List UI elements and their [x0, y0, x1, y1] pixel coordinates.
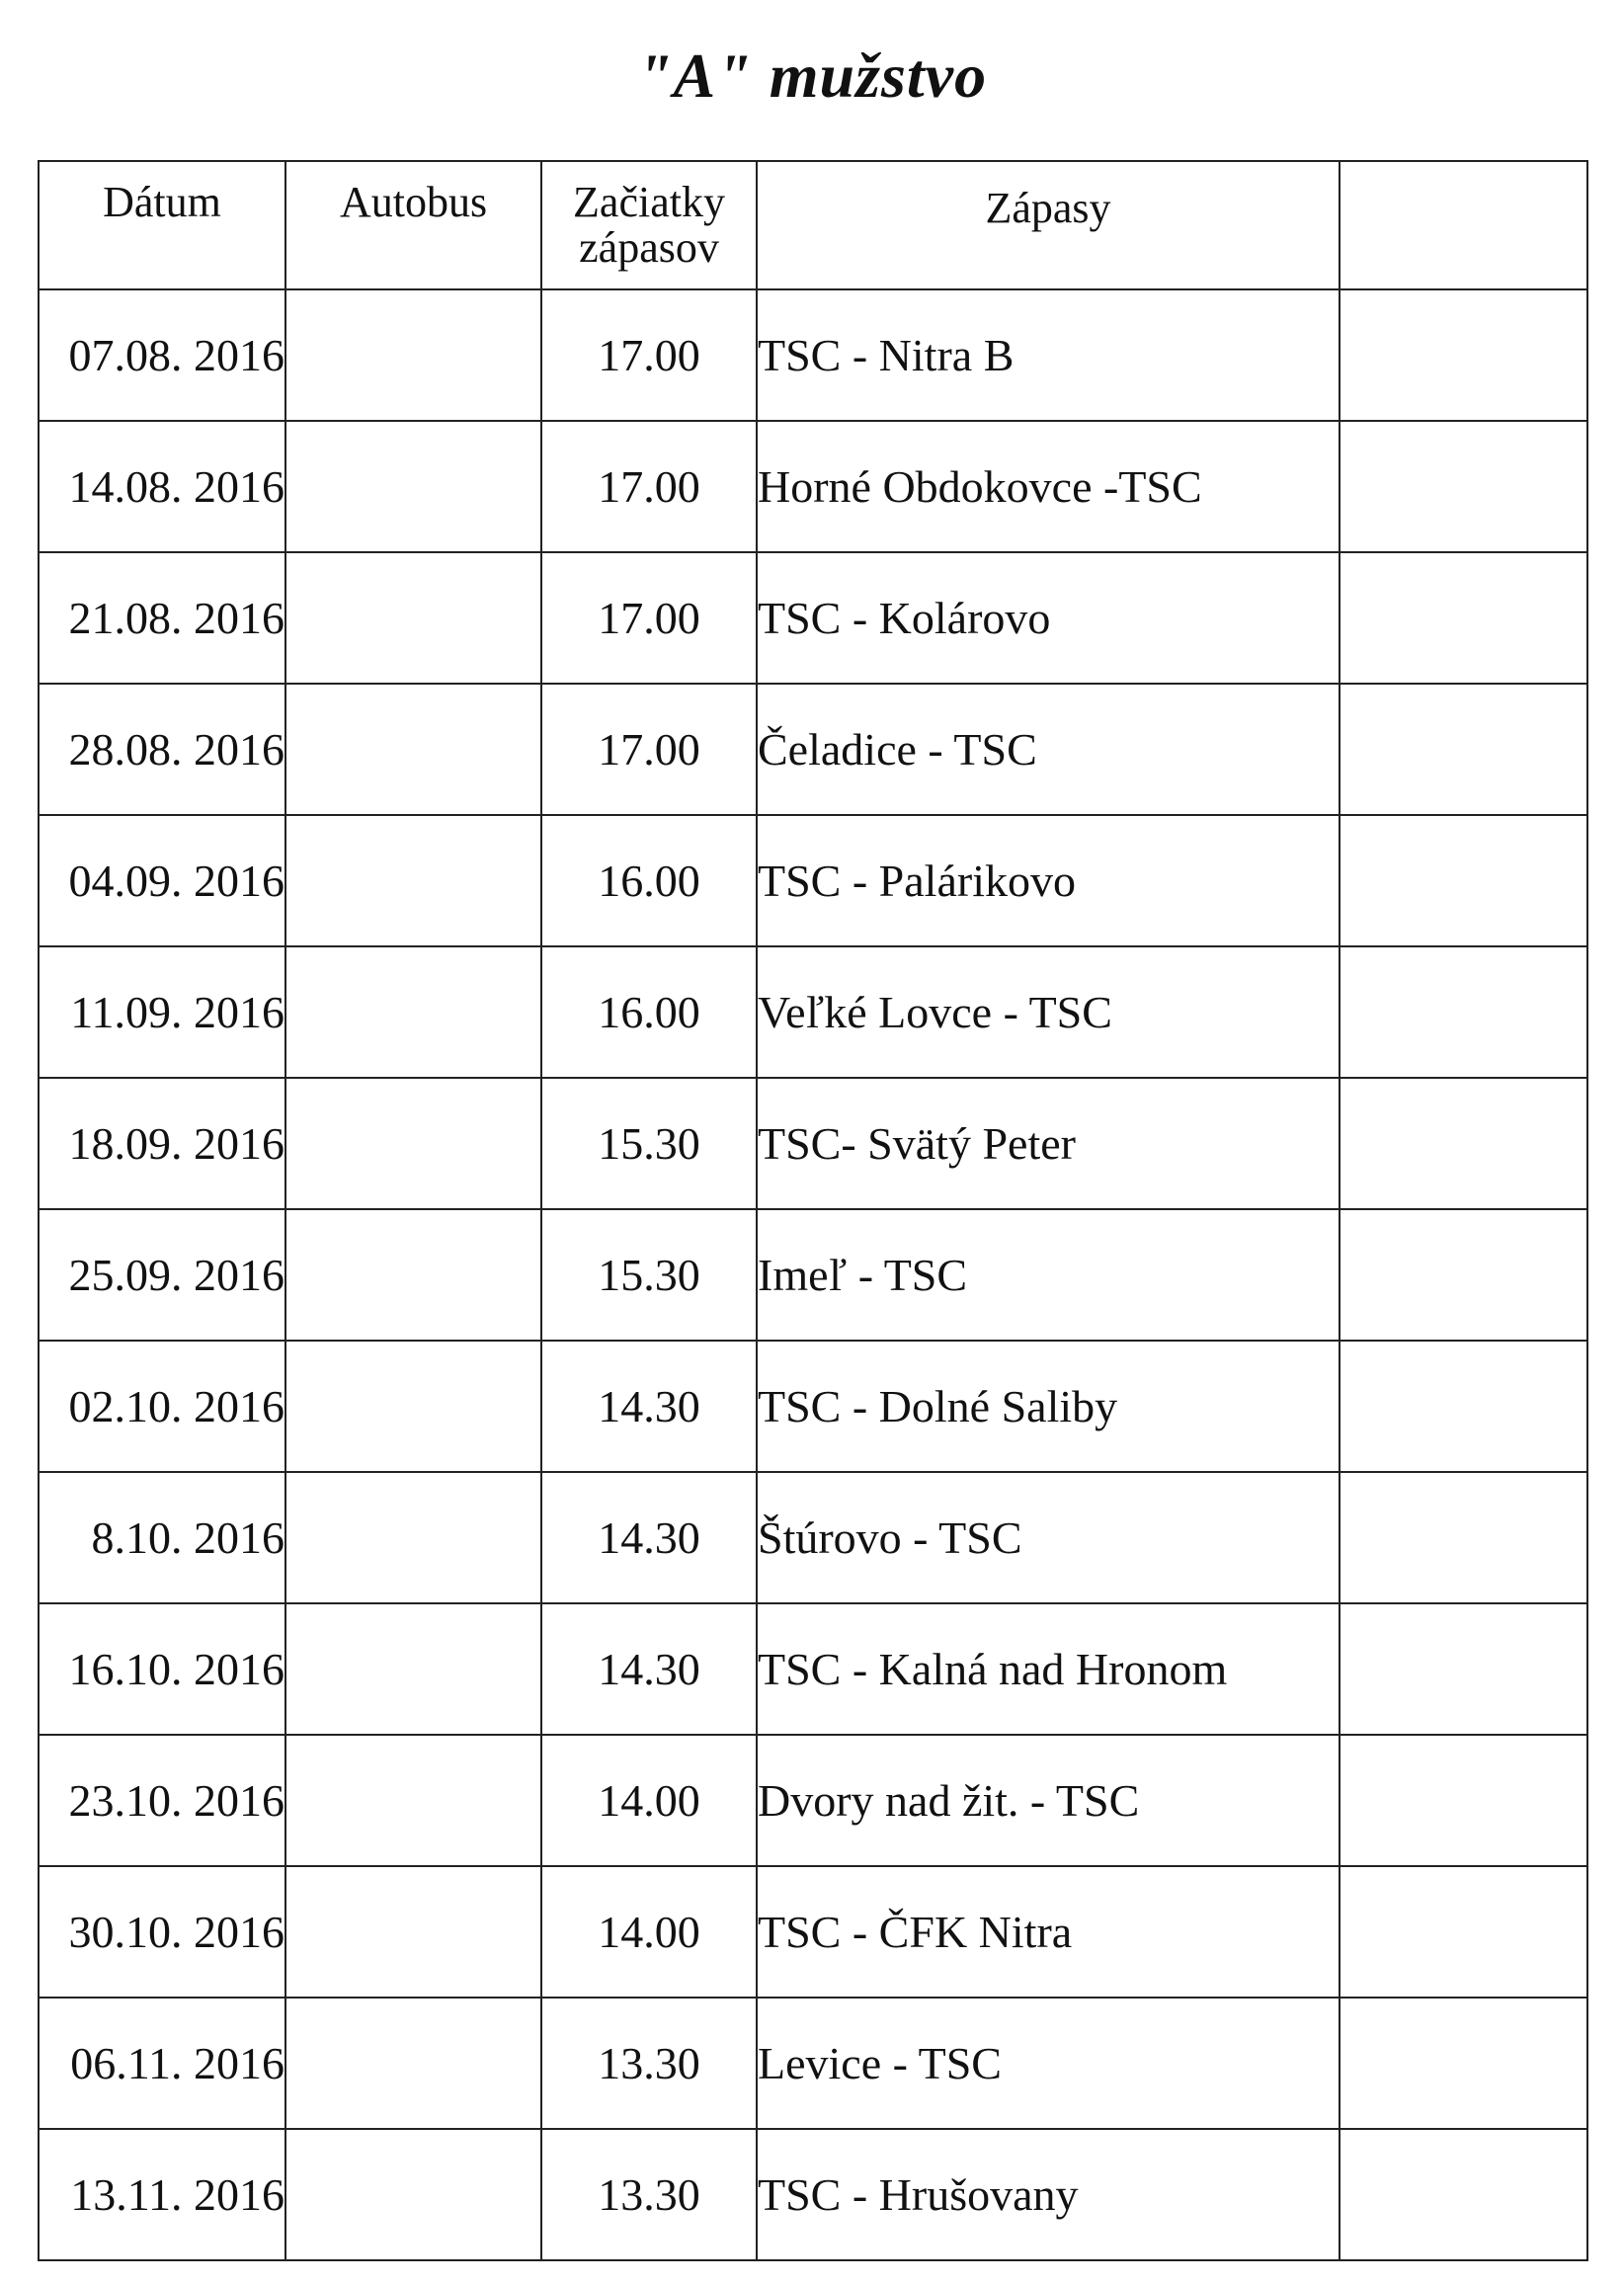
table-row	[39, 1209, 1587, 1341]
table-header-row	[39, 161, 1587, 289]
header-bus: Autobus	[285, 161, 541, 289]
start-time-cell: 14.00	[541, 1866, 757, 1998]
table-row	[39, 1078, 1587, 1209]
match-cell: Imeľ - TSC	[757, 1209, 1340, 1341]
extra-cell	[1340, 289, 1587, 421]
match-cell: Veľké Lovce - TSC	[757, 946, 1340, 1078]
date-cell: 28.08. 2016	[39, 684, 285, 815]
header-date: Dátum	[39, 161, 285, 289]
start-time-cell: 14.30	[541, 1603, 757, 1735]
start-time-cell: 16.00	[541, 946, 757, 1078]
table-row	[39, 2129, 1587, 2260]
table-row	[39, 421, 1587, 552]
header-extra	[1340, 161, 1587, 289]
extra-cell	[1340, 552, 1587, 684]
bus-cell	[285, 421, 541, 552]
bus-cell	[285, 684, 541, 815]
start-time-cell: 16.00	[541, 815, 757, 946]
start-time-cell: 15.30	[541, 1078, 757, 1209]
extra-cell	[1340, 1866, 1587, 1998]
page-title: "A" mužstvo	[636, 41, 988, 111]
bus-cell	[285, 1866, 541, 1998]
table-row	[39, 1341, 1587, 1472]
start-time-cell: 17.00	[541, 289, 757, 421]
bus-cell	[285, 946, 541, 1078]
table-row	[39, 552, 1587, 684]
date-cell: 06.11. 2016	[39, 1998, 285, 2129]
extra-cell	[1340, 1472, 1587, 1603]
bus-cell	[285, 2129, 541, 2260]
start-time-cell: 14.00	[541, 1735, 757, 1866]
date-cell: 02.10. 2016	[39, 1341, 285, 1472]
schedule-table	[38, 160, 1588, 2261]
start-time-cell: 14.30	[541, 1472, 757, 1603]
extra-cell	[1340, 1998, 1587, 2129]
date-cell: 23.10. 2016	[39, 1735, 285, 1866]
bus-cell	[285, 1998, 541, 2129]
table-row	[39, 946, 1587, 1078]
match-cell: Dvory nad žit. - TSC	[757, 1735, 1340, 1866]
date-cell: 16.10. 2016	[39, 1603, 285, 1735]
match-cell: Horné Obdokovce -TSC	[757, 421, 1340, 552]
start-time-cell: 14.30	[541, 1341, 757, 1472]
table-row	[39, 1472, 1587, 1603]
header-start-line2: zápasov	[579, 223, 719, 272]
extra-cell	[1340, 684, 1587, 815]
table-row	[39, 289, 1587, 421]
match-cell: Čeladice - TSC	[757, 684, 1340, 815]
bus-cell	[285, 1472, 541, 1603]
bus-cell	[285, 552, 541, 684]
bus-cell	[285, 1209, 541, 1341]
match-cell: TSC - Hrušovany	[757, 2129, 1340, 2260]
bus-cell	[285, 1078, 541, 1209]
extra-cell	[1340, 421, 1587, 552]
date-cell: 07.08. 2016	[39, 289, 285, 421]
date-cell: 04.09. 2016	[39, 815, 285, 946]
extra-cell	[1340, 1209, 1587, 1341]
bus-cell	[285, 1341, 541, 1472]
bus-cell	[285, 815, 541, 946]
date-cell: 14.08. 2016	[39, 421, 285, 552]
match-cell: Štúrovo - TSC	[757, 1472, 1340, 1603]
table-row	[39, 1866, 1587, 1998]
start-time-cell: 15.30	[541, 1209, 757, 1341]
match-cell: TSC - Dolné Saliby	[757, 1341, 1340, 1472]
table-row	[39, 684, 1587, 815]
start-time-cell: 17.00	[541, 684, 757, 815]
header-start-time	[541, 161, 757, 289]
match-cell: TSC - Kalná nad Hronom	[757, 1603, 1340, 1735]
table-row	[39, 1603, 1587, 1735]
start-time-cell: 17.00	[541, 421, 757, 552]
match-cell: Levice - TSC	[757, 1998, 1340, 2129]
date-cell: 13.11. 2016	[39, 2129, 285, 2260]
match-cell: TSC - Kolárovo	[757, 552, 1340, 684]
match-cell: TSC - ČFK Nitra	[757, 1866, 1340, 1998]
date-cell: 8.10. 2016	[39, 1472, 285, 1603]
table-row	[39, 1735, 1587, 1866]
start-time-cell: 13.30	[541, 2129, 757, 2260]
date-cell: 21.08. 2016	[39, 552, 285, 684]
extra-cell	[1340, 1341, 1587, 1472]
match-cell: TSC- Svätý Peter	[757, 1078, 1340, 1209]
extra-cell	[1340, 1603, 1587, 1735]
header-matches: Zápasy	[757, 161, 1340, 289]
bus-cell	[285, 1735, 541, 1866]
extra-cell	[1340, 2129, 1587, 2260]
start-time-cell: 17.00	[541, 552, 757, 684]
extra-cell	[1340, 815, 1587, 946]
date-cell: 30.10. 2016	[39, 1866, 285, 1998]
date-cell: 25.09. 2016	[39, 1209, 285, 1341]
extra-cell	[1340, 1078, 1587, 1209]
header-start-line1: Začiatky	[573, 178, 725, 226]
extra-cell	[1340, 946, 1587, 1078]
date-cell: 11.09. 2016	[39, 946, 285, 1078]
match-cell: TSC - Nitra B	[757, 289, 1340, 421]
table-row	[39, 815, 1587, 946]
extra-cell	[1340, 1735, 1587, 1866]
match-cell: TSC - Palárikovo	[757, 815, 1340, 946]
start-time-cell: 13.30	[541, 1998, 757, 2129]
bus-cell	[285, 1603, 541, 1735]
table-row	[39, 1998, 1587, 2129]
bus-cell	[285, 289, 541, 421]
date-cell: 18.09. 2016	[39, 1078, 285, 1209]
